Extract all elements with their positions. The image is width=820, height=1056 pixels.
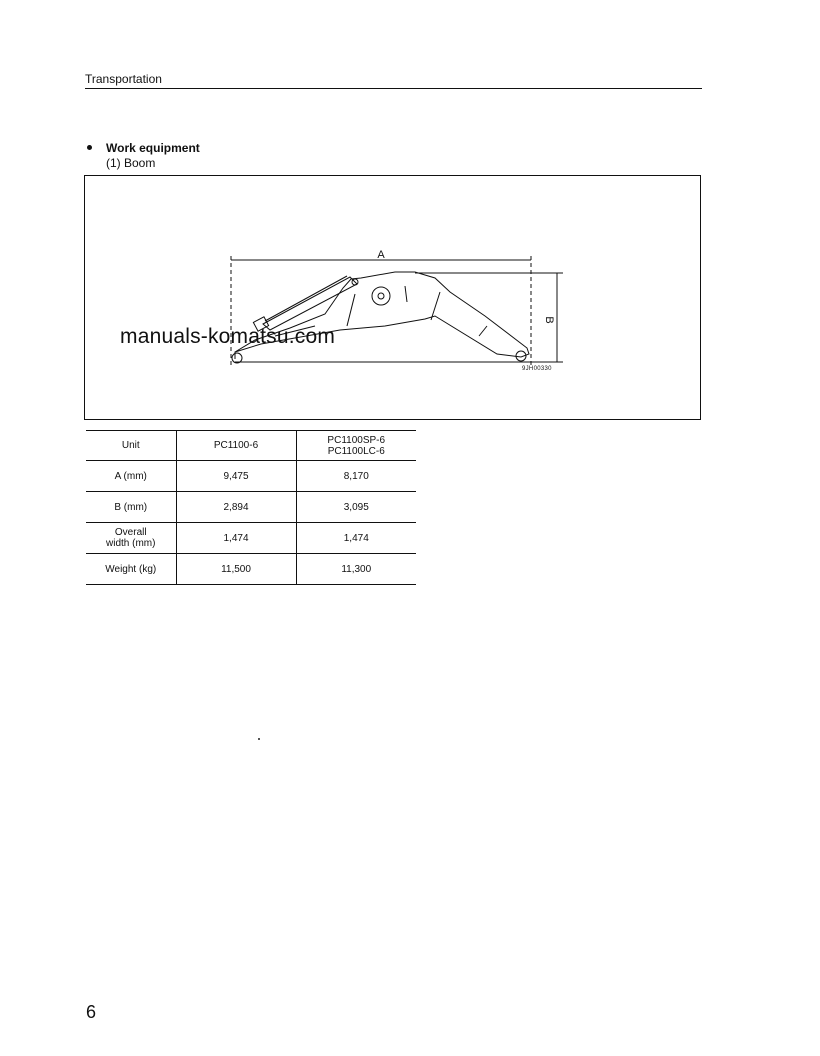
section-subheading: (1) Boom [106,156,156,170]
dimension-a-label: A [377,249,385,261]
header-unit: Unit [86,431,176,461]
dimension-b-label: B [543,316,555,324]
row-label [86,523,176,554]
table-row [86,554,416,585]
boom-drawing [85,176,702,421]
row-value-2: 1,474 [296,523,416,554]
cylinder-rod-line [265,276,347,321]
row-value-2: 3,095 [296,492,416,523]
boom-figure [84,175,701,420]
table-row [86,492,416,523]
row-value-1: 9,475 [176,461,296,492]
row-label-line1: Overall [114,527,147,538]
header-model-2-line1: PC1100SP-6 [327,434,386,446]
row-value-1: 1,474 [176,523,296,554]
row-label: A (mm) [86,461,176,492]
header-title: Transportation [85,72,162,86]
page-number: 6 [86,1002,97,1022]
bullet-icon [87,145,92,150]
row-value-1: 11,500 [176,554,296,585]
header-rule [85,88,702,89]
boom-pin-center [372,287,390,305]
row-value-1: 2,894 [176,492,296,523]
header-model-2-line2: PC1100LC-6 [327,445,385,457]
scan-speck [258,738,260,740]
row-label-line2: width (mm) [106,538,156,549]
header-model-1: PC1100-6 [176,431,296,461]
boom-spec-table [86,430,416,585]
figure-code: 9JH00330 [522,366,552,372]
boom-cylinder [263,277,357,330]
row-label: Weight (kg) [86,554,176,585]
section-heading-row [87,141,200,155]
header-model-2 [296,431,416,461]
table-header-row [86,431,416,461]
table-row [86,461,416,492]
table-row [86,523,416,554]
section-heading: Work equipment [106,141,200,155]
row-label: B (mm) [86,492,176,523]
row-value-2: 8,170 [296,461,416,492]
row-value-2: 11,300 [296,554,416,585]
watermark-text: manuals-komatsu.com [120,325,336,348]
